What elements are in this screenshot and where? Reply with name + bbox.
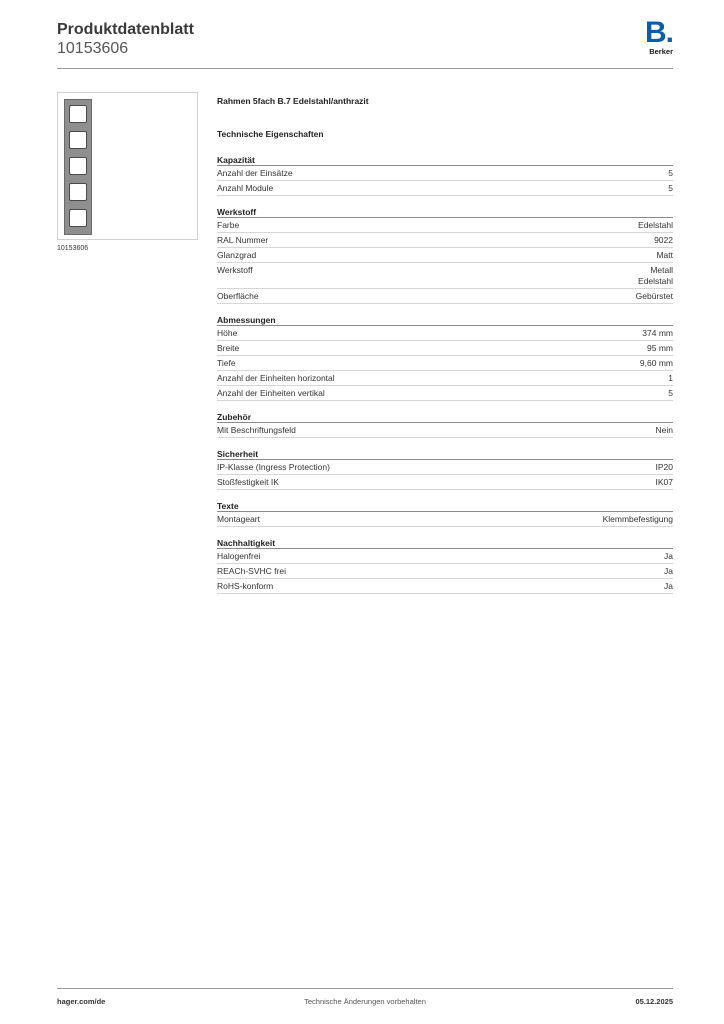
spec-value: Metall Edelstahl xyxy=(638,264,673,286)
spec-value: 9022 xyxy=(654,234,673,245)
document-number: 10153606 xyxy=(57,40,129,57)
spec-row xyxy=(217,475,673,490)
spec-label: Anzahl der Einheiten horizontal xyxy=(217,372,335,383)
product-name: Rahmen 5fach B.7 Edelstahl/anthrazit xyxy=(217,96,369,106)
spec-row xyxy=(217,289,673,304)
spec-label: Stoßfestigkeit IK xyxy=(217,476,279,487)
logo-text: Berker xyxy=(649,47,673,56)
spec-value: Klemmbefestigung xyxy=(602,513,673,524)
spec-label: Oberfläche xyxy=(217,290,259,301)
spec-label: Breite xyxy=(217,342,240,353)
spec-value: Ja xyxy=(664,580,673,591)
image-caption: 10153606 xyxy=(57,245,89,252)
spec-row xyxy=(217,549,673,564)
spec-row xyxy=(217,564,673,579)
product-image xyxy=(57,92,198,240)
spec-value: 374 mm xyxy=(642,327,673,338)
logo-letter: B xyxy=(644,16,666,49)
spec-group-title: Sicherheit xyxy=(217,448,673,460)
spec-group-title: Nachhaltigkeit xyxy=(217,537,673,549)
spec-value: Matt xyxy=(656,249,673,260)
spec-group-title: Kapazität xyxy=(217,154,673,166)
logo-letter-b xyxy=(639,18,673,48)
spec-group-title: Zubehör xyxy=(217,411,673,423)
footer-disclaimer: Technische Änderungen vorbehalten xyxy=(304,997,426,1006)
spec-row xyxy=(217,181,673,196)
spec-row xyxy=(217,460,673,475)
spec-group xyxy=(217,537,673,594)
spec-label: RoHS-konform xyxy=(217,580,274,591)
spec-label: Anzahl Module xyxy=(217,182,274,193)
frame-slot xyxy=(69,131,87,149)
spec-row xyxy=(217,326,673,341)
spec-label: Farbe xyxy=(217,219,240,230)
berker-logo xyxy=(639,18,673,56)
spec-group xyxy=(217,411,673,438)
header-divider xyxy=(57,68,673,69)
spec-row xyxy=(217,218,673,233)
spec-row xyxy=(217,341,673,356)
spec-value: Gebürstet xyxy=(635,290,673,301)
frame-illustration xyxy=(64,99,92,235)
spec-label: Halogenfrei xyxy=(217,550,261,561)
spec-value: 1 xyxy=(668,372,673,383)
footer-date: 05.12.2025 xyxy=(635,997,673,1006)
spec-label: Anzahl der Einsätze xyxy=(217,167,293,178)
spec-label: Höhe xyxy=(217,327,238,338)
frame-slot xyxy=(69,105,87,123)
spec-label: Anzahl der Einheiten vertikal xyxy=(217,387,325,398)
spec-value: 5 xyxy=(668,182,673,193)
spec-value: Ja xyxy=(664,565,673,576)
spec-value: 5 xyxy=(668,387,673,398)
document-title: Produktdatenblatt xyxy=(57,21,194,38)
spec-label: Werkstoff xyxy=(217,264,253,275)
spec-row xyxy=(217,233,673,248)
document-header xyxy=(57,16,673,70)
spec-value: 9,60 mm xyxy=(639,357,673,368)
spec-group-title: Werkstoff xyxy=(217,206,673,218)
spec-row xyxy=(217,263,673,289)
footer-divider xyxy=(57,988,673,989)
spec-row xyxy=(217,356,673,371)
spec-label: RAL Nummer xyxy=(217,234,269,245)
spec-value: IK07 xyxy=(655,476,673,487)
spec-value: IP20 xyxy=(655,461,673,472)
spec-row xyxy=(217,386,673,401)
spec-group xyxy=(217,500,673,527)
spec-group xyxy=(217,154,673,196)
spec-row xyxy=(217,512,673,527)
spec-value: 95 mm xyxy=(647,342,673,353)
spec-label: Mit Beschriftungsfeld xyxy=(217,424,296,435)
frame-slot xyxy=(69,209,87,227)
spec-group xyxy=(217,314,673,401)
spec-value: Edelstahl xyxy=(638,219,673,230)
spec-label: Glanzgrad xyxy=(217,249,257,260)
spec-group-title: Texte xyxy=(217,500,673,512)
spec-value: 5 xyxy=(668,167,673,178)
spec-group xyxy=(217,206,673,304)
spec-label: Tiefe xyxy=(217,357,236,368)
tech-properties-heading: Technische Eigenschaften xyxy=(217,129,324,139)
spec-row xyxy=(217,371,673,386)
spec-label: REACh-SVHC frei xyxy=(217,565,286,576)
frame-slot xyxy=(69,157,87,175)
logo-dot: . xyxy=(665,16,673,49)
spec-groups xyxy=(217,154,673,594)
spec-row xyxy=(217,166,673,181)
spec-label: IP-Klasse (Ingress Protection) xyxy=(217,461,330,472)
spec-group-title: Abmessungen xyxy=(217,314,673,326)
frame-slot xyxy=(69,183,87,201)
spec-content xyxy=(217,94,673,604)
spec-row xyxy=(217,579,673,594)
spec-label: Montageart xyxy=(217,513,260,524)
spec-row xyxy=(217,248,673,263)
footer-website: hager.com/de xyxy=(57,997,106,1006)
spec-value: Ja xyxy=(664,550,673,561)
spec-row xyxy=(217,423,673,438)
spec-value: Nein xyxy=(655,424,673,435)
spec-group xyxy=(217,448,673,490)
